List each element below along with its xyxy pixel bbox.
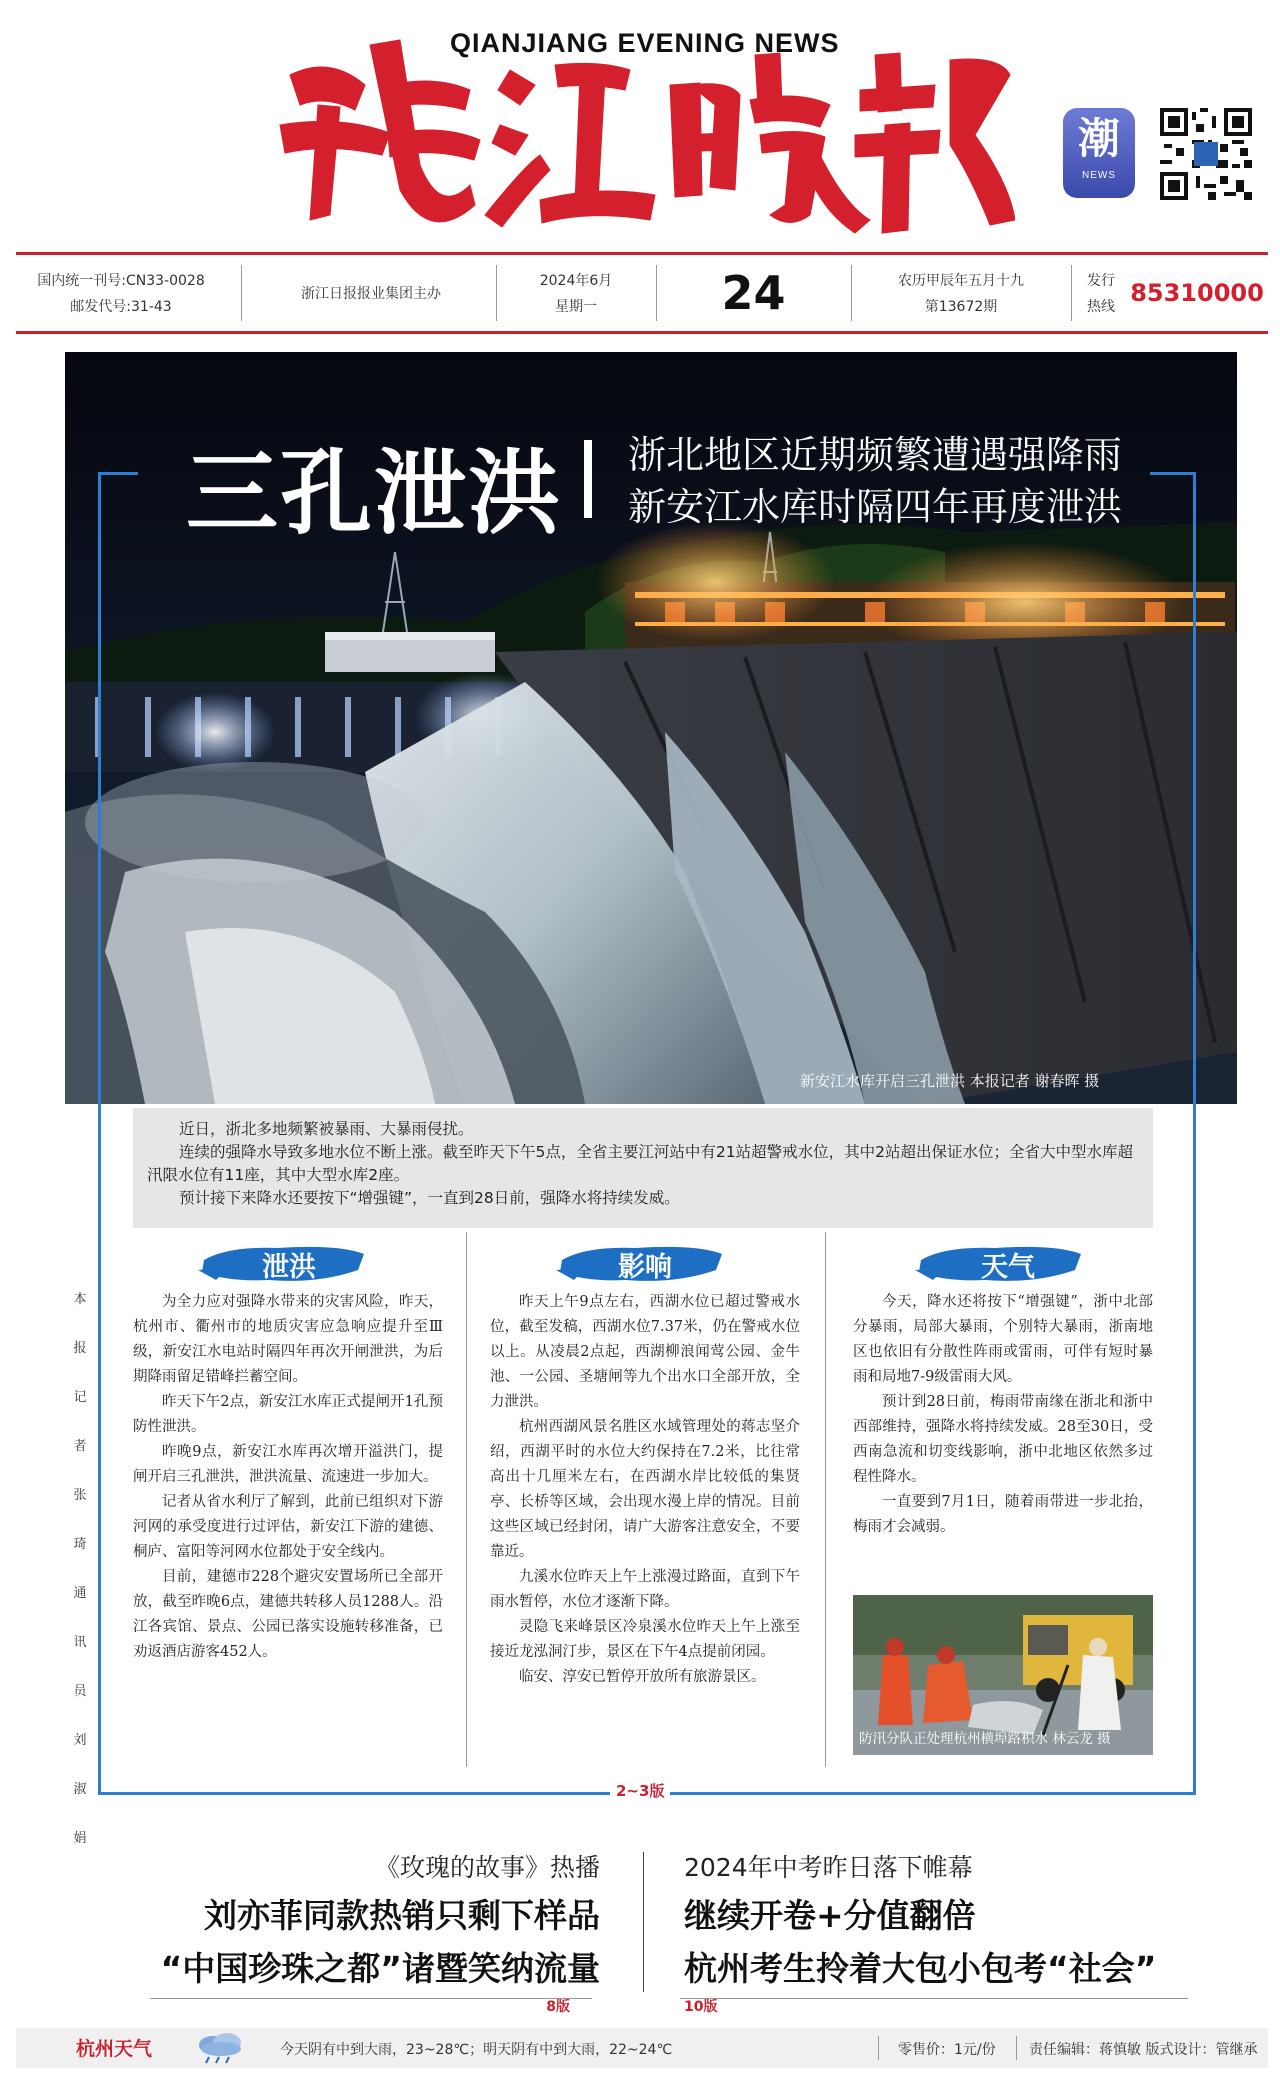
app-icon-sub: NEWS bbox=[1082, 170, 1116, 181]
teaser-kicker: 《玫瑰的故事》热播 bbox=[374, 1853, 600, 1882]
byline-char: 本 bbox=[73, 1292, 87, 1307]
teaser-headline: 继续开卷+分值翻倍 bbox=[684, 1896, 976, 1935]
teaser-page-ref[interactable]: 10版 bbox=[684, 1999, 718, 2015]
app-icon-char: 潮 bbox=[1077, 114, 1120, 163]
chao-news-app-icon[interactable] bbox=[1063, 108, 1135, 198]
byline-char: 娟 bbox=[73, 1831, 87, 1846]
teaser-headline: “中国珍珠之都”诸暨笑纳流量 bbox=[160, 1949, 600, 1988]
article-paragraph: 昨天下午2点，新安江水库正式提闸开1孔预防性泄洪。 bbox=[133, 1394, 443, 1435]
byline-char: 报 bbox=[73, 1341, 87, 1356]
article-paragraph: 预计到28日前，梅雨带南缘在浙北和浙中西部维持，强降水将持续发威。28至30日，受西南急流和切变线影响，浙中北地区依然多过程性降水。 bbox=[853, 1394, 1153, 1485]
article-paragraph: 九溪水位昨天上午上涨漫过路面，直到下午雨水暂停，水位才逐渐下降。 bbox=[490, 1569, 800, 1610]
postal-code: 邮发代号:31-43 bbox=[70, 299, 172, 315]
article-paragraph: 昨天上午9点左右，西湖水位已超过警戒水位，截至发稿，西湖水位7.37米，仍在警戒水位以上。从凌晨2点起，西湖柳浪闻莺公园、金牛池、一公园、圣塘闸等九个出水口全部开放，全力泄洪。 bbox=[490, 1294, 800, 1410]
teaser-exam[interactable] bbox=[684, 1848, 1204, 2016]
teaser-rose-story[interactable] bbox=[150, 1848, 600, 2016]
byline-char: 记 bbox=[73, 1390, 87, 1405]
hotline-label-2: 热线 bbox=[1087, 299, 1115, 315]
byline-char: 张 bbox=[73, 1488, 87, 1503]
column-weather bbox=[853, 1290, 1153, 1540]
article-paragraph: 目前，建德市228个避灾安置场所已全部开放，截至昨晚6点，建德共转移人员1288人。沿江各宾馆、景点、公园已落实设施转移准备，已劝返酒店游客452人。 bbox=[133, 1569, 443, 1660]
weekday: 星期一 bbox=[555, 299, 597, 315]
day-number: 24 bbox=[721, 266, 786, 320]
byline-char: 通 bbox=[73, 1586, 87, 1601]
rain-cloud-icon bbox=[191, 2031, 251, 2065]
info-bar bbox=[16, 252, 1268, 334]
lead-intro-box bbox=[133, 1108, 1153, 1228]
column-impact bbox=[490, 1290, 800, 1690]
weather-forecast: 今天阴有中到大雨，23~28℃；明天阴有中到大雨，22~24℃ bbox=[280, 2042, 673, 2058]
page-reference[interactable]: 2~3版 bbox=[610, 1780, 670, 1801]
english-masthead: QIANJIANG EVENING NEWS bbox=[450, 28, 840, 58]
byline-char: 者 bbox=[73, 1439, 87, 1454]
hotline-label-1: 发行 bbox=[1087, 273, 1115, 289]
teaser-page-ref[interactable]: 8版 bbox=[546, 1999, 570, 2015]
byline-char: 员 bbox=[73, 1684, 87, 1699]
byline-char: 讯 bbox=[73, 1635, 87, 1650]
weather-footer bbox=[16, 2028, 1268, 2068]
intro-paragraph: 近日，浙北多地频繁被暴雨、大暴雨侵扰。 bbox=[179, 1120, 474, 1138]
teaser-rule bbox=[680, 1998, 1188, 1999]
article-paragraph: 今天，降水还将按下“增强键”，浙中北部分暴雨，局部大暴雨，个别特大暴雨，浙南地区也依旧有分散性阵雨或雷雨，可伴有短时暴雨和局地7-9级雷雨大风。 bbox=[853, 1294, 1153, 1385]
year-month: 2024年6月 bbox=[539, 273, 613, 289]
small-photo-caption: 防汛分队正处理杭州横埠路积水 林云龙 摄 bbox=[859, 1731, 1111, 1747]
article-paragraph: 记者从省水利厅了解到，此前已组织对下游河网的承受度进行过评估，新安江下游的建德、桐庐、富阳等河网水位都处于安全线内。 bbox=[133, 1494, 443, 1560]
article-paragraph: 杭州西湖风景名胜区水域管理处的蒋志坚介绍，西湖平时的水位大约保持在7.2米，比往常高出十几厘米左右，在西湖水岸比较低的集贤亭、长桥等区域，会出现水漫上岸的情况。目前这些区域已经封闭，请广大游客注意安全，不要靠近。 bbox=[490, 1419, 800, 1560]
teaser-divider bbox=[643, 1852, 644, 1992]
column-flood-release bbox=[133, 1290, 443, 1665]
lunar-date: 农历甲辰年五月十九 bbox=[898, 273, 1024, 289]
logo-calligraphy bbox=[280, 40, 1015, 233]
intro-paragraph: 预计接下来降水还要按下“增强键”，一直到28日前，强降水将持续发威。 bbox=[179, 1189, 680, 1207]
retail-price: 零售价：1元/份 bbox=[898, 2042, 996, 2058]
editor-credits: 责任编辑：蒋慎敏 版式设计：管继承 bbox=[1029, 2042, 1258, 2058]
headline-divider bbox=[584, 440, 592, 518]
section-label-flood-release: 泄洪 bbox=[262, 1252, 316, 1283]
column-divider bbox=[466, 1232, 467, 1767]
lead-subheadline-2: 新安江水库时隔四年再度泄洪 bbox=[628, 485, 1123, 529]
lead-subheadline-1: 浙北地区近期频繁遭遇强降雨 bbox=[628, 433, 1123, 477]
intro-paragraph: 连续的强降水导致多地水位不断上涨。截至昨天下午5点，全省主要江河站中有21站超警戒水位，其中2站超出保证水位；全省大中型水库超汛限水位有11座，其中大型水库2座。 bbox=[147, 1143, 1133, 1184]
article-paragraph: 临安、淳安已暂停开放所有旅游景区。 bbox=[519, 1669, 766, 1685]
article-paragraph: 一直要到7月1日，随着雨带进一步北抬，梅雨才会减弱。 bbox=[853, 1494, 1153, 1535]
article-paragraph: 昨晚9点，新安江水库再次增开溢洪门，提闸开启三孔泄洪，泄洪流量、流速进一步加大。 bbox=[133, 1444, 443, 1485]
weather-label: 杭州天气 bbox=[76, 2038, 153, 2060]
section-label-weather: 天气 bbox=[981, 1252, 1035, 1283]
article-paragraph: 灵隐飞来峰景区冷泉溪水位昨天上午上涨至接近龙泓洞汀步，景区在下午4点提前闭园。 bbox=[490, 1619, 800, 1660]
publisher: 浙江日报报业集团主办 bbox=[301, 286, 441, 302]
cn-serial-number: 国内统一刊号:CN33-0028 bbox=[37, 273, 205, 289]
teaser-headline: 杭州考生拎着大包小包考“社会” bbox=[684, 1949, 1157, 1988]
frame-top-right bbox=[1150, 472, 1193, 475]
lead-headline: 三孔泄洪 bbox=[186, 440, 563, 547]
byline-char: 淑 bbox=[73, 1782, 87, 1797]
frame-top-left bbox=[98, 472, 138, 475]
teaser-rule bbox=[150, 1998, 592, 1999]
teaser-headline: 刘亦菲同款热销只剩下样品 bbox=[204, 1896, 600, 1935]
section-label-impact: 影响 bbox=[618, 1252, 672, 1283]
byline-char: 刘 bbox=[73, 1733, 87, 1748]
teaser-kicker: 2024年中考昨日落下帷幕 bbox=[684, 1853, 973, 1882]
column-divider bbox=[825, 1232, 826, 1767]
issue-number: 第13672期 bbox=[924, 299, 998, 315]
hotline-number: 85310000 bbox=[1130, 279, 1264, 307]
lead-photo-caption: 新安江水库开启三孔泄洪 本报记者 谢春晖 摄 bbox=[800, 1072, 1100, 1090]
article-paragraph: 为全力应对强降水带来的灾害风险，昨天，杭州市、衢州市的地质灾害应急响应提升至Ⅲ级，新安江水电站时隔四年再次开闸泄洪，为后期降雨留足错峰拦蓄空间。 bbox=[133, 1294, 443, 1385]
byline-char: 琦 bbox=[73, 1537, 87, 1552]
vertical-byline bbox=[70, 1275, 90, 1863]
qr-code-icon[interactable] bbox=[1160, 108, 1252, 200]
